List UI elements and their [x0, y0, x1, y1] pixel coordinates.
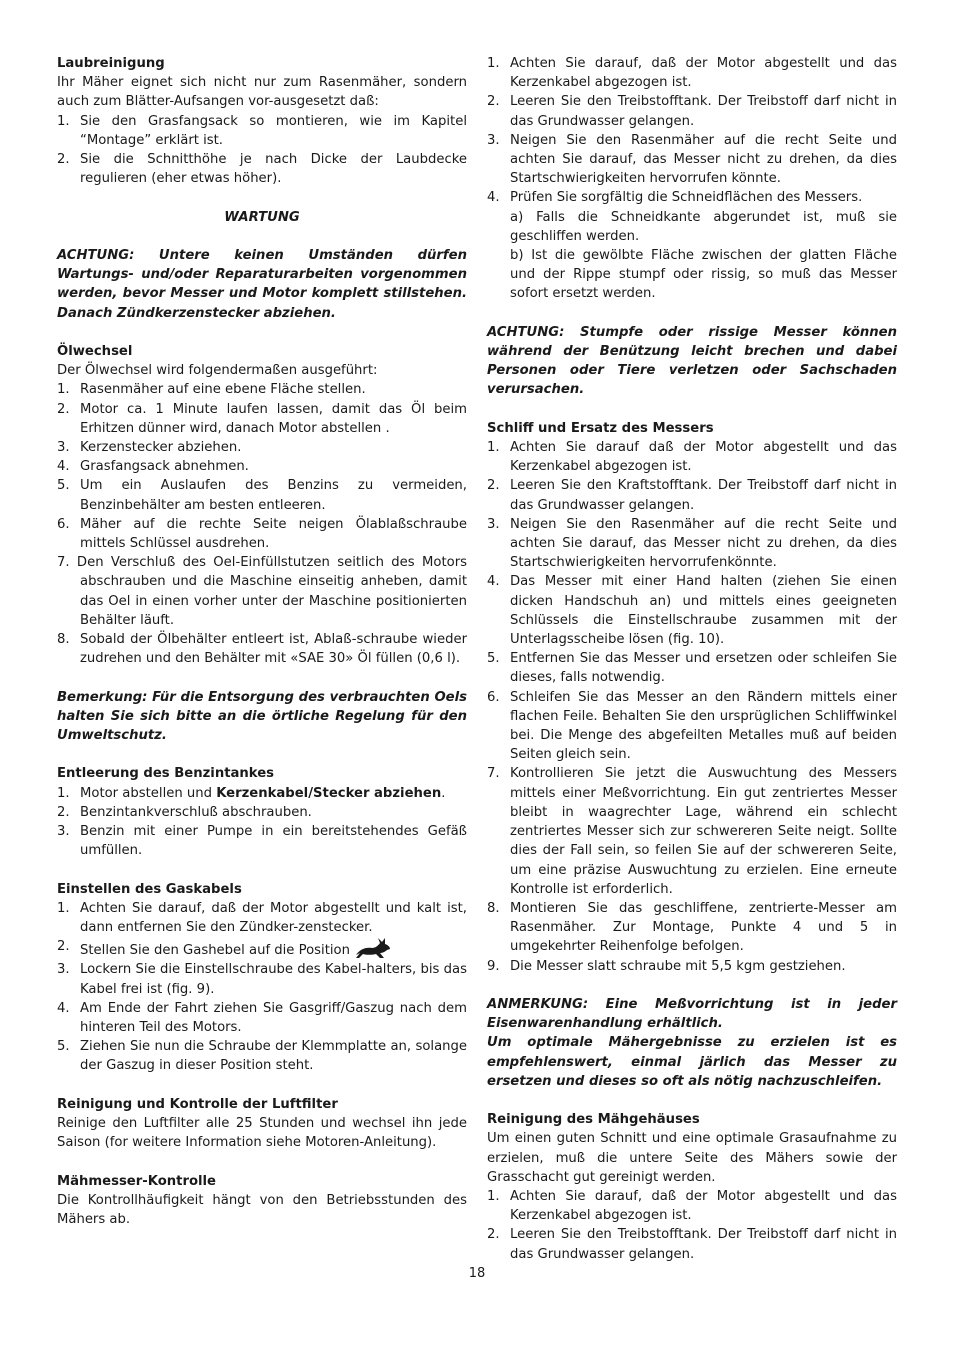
list-item: 6. Mäher auf die rechte Seite neigen Ölablaßschraube mittels Schlüssel ausdrehen. — [57, 516, 467, 552]
list-item: 3. Benzin mit einer Pumpe in ein bereitstehendes Gefäß umfüllen. — [57, 824, 467, 859]
schliff-list — [487, 438, 897, 976]
list-item: 3. Neigen Sie den Rasenmäher auf die recht Seite und achten Sie darauf, das Messer nicht zu drehen, da dies Startschwierigkeiten hervorrufenkönnte. — [487, 516, 897, 571]
section-heading-maehgehaeuse: Reinigung des Mähgehäuses — [487, 1112, 700, 1128]
section-heading-gaskabel: Einstellen des Gaskabels — [57, 881, 242, 897]
right-column — [487, 54, 897, 1264]
list-item: 1. Sie den Grasfangsack so montieren, wie im Kapitel “Montage” erklärt ist. — [57, 113, 467, 148]
gehaeuse-intro: Um einen guten Schnitt und eine optimale Grasaufnahme zu erzielen, muß die untere Seite des Mähers sowie der Grasschacht gut gereinigt werden. — [487, 1131, 897, 1185]
list-item: 2. Leeren Sie den Kraftstofftank. Der Treibstoff darf nicht in das Grundwasser gelangen. — [487, 478, 897, 513]
list-item: 4. Grasfangsack abnehmen. — [57, 459, 249, 475]
section-heading-laubreinigung: Laubreinigung — [57, 56, 165, 71]
section-heading-schliff: Schliff und Ersatz des Messers — [487, 420, 714, 436]
list-item: 3. Kerzenstecker abziehen. — [57, 440, 242, 456]
rabbit-icon — [354, 937, 392, 959]
list-item: 2. Stellen Sie den Gashebel auf die Position — [57, 937, 467, 960]
list-item: 5. Um ein Auslaufen des Benzins zu vermeiden, Benzinbehälter am besten entleeren. — [57, 478, 467, 513]
section-title-wartung: WARTUNG — [224, 209, 300, 225]
sub-item-b: b) Ist die gewölbte Fläche zwischen der glatten Fläche und der Rippe stumpf oder rissig, so muß das Messer sofort ersetzt werden. — [510, 248, 897, 302]
gas-list — [57, 899, 467, 1076]
list-item: 8. Sobald der Ölbehälter entleert ist, Ablaß-schraube wieder zudrehen und den Behälter mit «SAE 30» Öl füllen (0,6 l). — [57, 632, 467, 667]
left-column — [57, 54, 467, 1229]
list-item: 5. Ziehen Sie nun die Schraube der Klemmplatte an, solange der Gaszug in dieser Position steht. — [57, 1039, 467, 1074]
list-item: 4. Am Ende der Fahrt ziehen Sie Gasgriff/Gaszug nach dem hinteren Teil des Motors. — [57, 1000, 467, 1036]
list-item: 1. Rasenmäher auf eine ebene Fläche stellen. — [57, 382, 366, 398]
list-item: 7. Kontrollieren Sie jetzt die Auswuchtung des Messers mittels einer Meßvorrichtung. Ein gut zentriertes Messer bleibt in waagrechter Lage, während ein schlecht zentriertes Messer sich zur schwereren Seite neigt. Sollte dies der Fall sein, so feilen Sie auf der schwereren Seite, um eine präzise Auswuchtung zu erzielen. Eine erneute Kontrolle ist erforderlich. — [487, 766, 897, 897]
section-heading-oelwechsel: Ölwechsel — [57, 344, 133, 359]
list-item: 2. Leeren Sie den Treibstofftank. Der Treibstoff darf nicht in das Grundwasser gelangen. — [487, 1227, 897, 1262]
list-item: 1. Achten Sie darauf, daß der Motor abgestellt und kalt ist, dann entfernen Sie den Zündker-zenstecker. — [57, 900, 467, 936]
list-item: 1. Achten Sie darauf, daß der Motor abgestellt und das Kerzenkabel abgezogen ist. — [487, 56, 897, 91]
list-item: 2. Motor ca. 1 Minute laufen lassen, damit das Öl beim Erhitzen dünner wird, danach Motor abstellen . — [57, 401, 467, 436]
oel-intro: Der Ölwechsel wird folgendermaßen ausgeführt: — [57, 363, 378, 379]
list-item: 4. Das Messer mit einer Hand halten (ziehen Sie einen dicken Handschuh an) und mittels eines geeigneten Schlüssels die Einstellschraube zusammen mit der Unterlagsscheibe lösen (fig. 10). — [487, 574, 897, 648]
list-item: 3. Lockern Sie die Einstellschraube des Kabel-halters, bis das Kabel frei ist (fig. 9). — [57, 962, 467, 997]
list-item: 6. Schleifen Sie das Messer an den Rändern mittels einer flachen Feile. Behalten Sie den ursprüglichen Schliffwinkel bei. Die Menge des abgefeilten Metalles muß auf beiden Seiten gleich sein. — [487, 689, 897, 763]
list-item: 9. Die Messer slatt schraube mit 5,5 kgm gestziehen. — [487, 958, 846, 974]
list-item: 3. Neigen Sie den Rasenmäher auf die recht Seite und achten Sie darauf, das Messer nicht zu drehen, da dies Startschwierigkeiten hervorrufen könnte. — [487, 132, 897, 187]
benzin-list — [57, 784, 467, 861]
list-item: 1. Achten Sie darauf daß der Motor abgestellt und das Kerzenkabel abgezogen ist. — [487, 440, 897, 475]
list-item: 7. Den Verschluß des Oel-Einfüllstutzen seitlich des Motors abschrauben und die Maschine einseitig anheben, damit das Oel in einen vorher unter der Maschine positionierten Behälter läuft. — [57, 555, 467, 628]
list-item: 5. Entfernen Sie das Messer und ersetzen oder schleifen Sie dieses, falls notwendig. — [487, 651, 897, 686]
list-item: 2. Benzintankverschluß abschrauben. — [57, 804, 312, 820]
list-item: 8. Montieren Sie das geschliffene, zentrierte-Messer am Rasenmäher. Zur Montage, Punkte 4 und 5 in umgekehrter Reihenfolge befolgen. — [487, 900, 897, 955]
list-item: 1. Motor abstellen und Kerzenkabel/Stecker abziehen. — [57, 785, 446, 801]
list-item: 2. Sie die Schnitthöhe je nach Dicke der Laubdecke regulieren (eher etwas höher). — [57, 152, 467, 187]
note-anmerkung: ANMERKUNG: Eine Meßvorrichtung ist in jeder Eisenwarenhandlung erhältlich. — [487, 996, 897, 1032]
warning-achtung-wartung: ACHTUNG: Untere keinen Umständen dürfen Wartungs- und/oder Reparaturarbeiten vorgenommen werden, bevor Messer und Motor komplett stillstehen. Danach Zündkerzenstecker abziehen. — [57, 248, 467, 321]
luftfilter-text: Reinige den Luftfilter alle 25 Stunden und wechsel ihn jede Saison (for weitere Information siehe Motoren-Anleitung). — [57, 1116, 467, 1151]
laub-list — [57, 112, 467, 189]
warning-achtung-messer: ACHTUNG: Stumpfe oder rissige Messer können während der Benützung leicht brechen und dabei Personen oder Tiere verletzen oder Sachschaden verursachen. — [487, 324, 897, 398]
maehmesser-text: Die Kontrollhäufigkeit hängt von den Betriebsstunden des Mähers ab. — [57, 1192, 467, 1228]
gehaeuse-list — [487, 1187, 897, 1264]
list-item: 1. Achten Sie darauf, daß der Motor abgestellt und das Kerzenkabel abgezogen ist. — [487, 1188, 897, 1224]
section-heading-maehmesser: Mähmesser-Kontrolle — [57, 1173, 217, 1189]
laub-intro: Ihr Mäher eignet sich nicht nur zum Rasenmäher, sondern auch zum Blätter-Aufsangen vor-ausgesetzt daß: — [57, 75, 467, 110]
list-item: 2. Leeren Sie den Treibstofftank. Der Treibstoff darf nicht in das Grundwasser gelangen. — [487, 94, 897, 129]
section-heading-benzintank: Entleerung des Benzintankes — [57, 766, 275, 782]
sub-item-a: a) Falls die Schneidkante abgerundet ist, muß sie geschliffen werden. — [510, 209, 897, 244]
list-item: 4. Prüfen Sie sorgfältig die Schneidflächen des Messers. a) Falls die Schneidkante abgerundet ist, muß sie geschliffen werden. b) Ist die gewölbte Fläche zwischen der glatten Fläche und der Rippe stumpf oder rissig, so muß das Messer sofort ersetzt werden. — [487, 188, 897, 303]
oel-list — [57, 380, 467, 668]
note-bemerkung: Bemerkung: Für die Entsorgung des verbrauchten Oels halten Sie sich bitte an die örtliche Regelung für den Umweltschutz. — [57, 689, 467, 744]
note-empfehlung: Um optimale Mähergebnisse zu erzielen ist es empfehlenswert, einmal järlich das Messer zu ersetzen und dieses so oft als nötig nachzuschleifen. — [487, 1035, 897, 1089]
page-number: 18 — [468, 1266, 486, 1281]
section-heading-luftfilter: Reinigung und Kontrolle der Luftfilter — [57, 1096, 338, 1112]
kontrolle-list — [487, 54, 897, 304]
